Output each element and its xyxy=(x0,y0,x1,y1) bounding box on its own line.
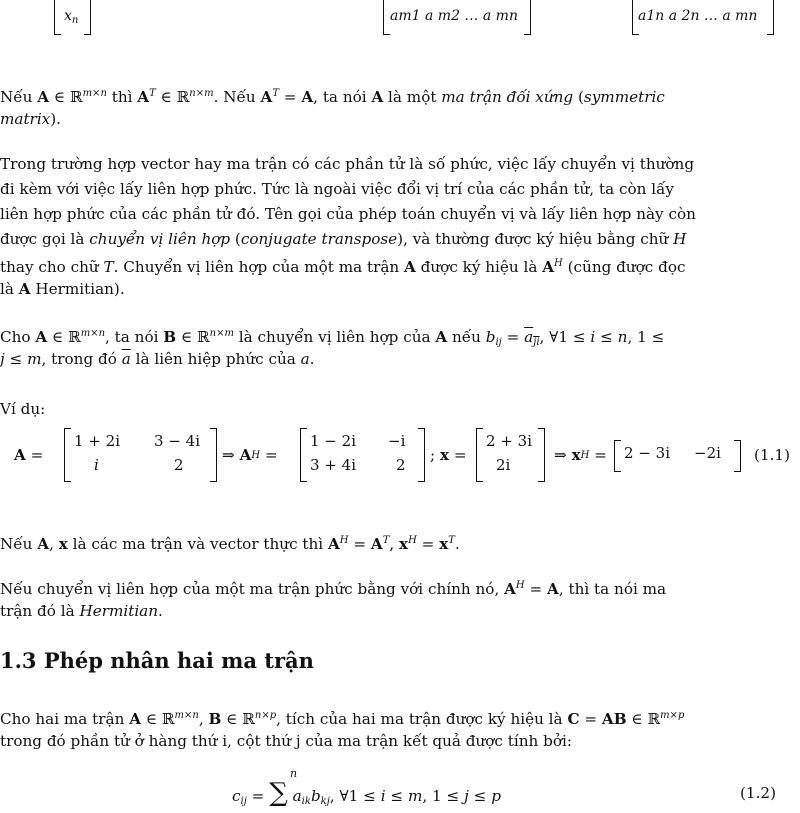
equation-number-1-2: (1.2) xyxy=(740,784,777,802)
vector-right-bracket xyxy=(84,0,91,35)
para6-line2: trong đó phần tử ở hàng thứ i, cột thứ j của ma trận kết quả được tính bởi: xyxy=(0,732,572,750)
para5-line2: trận đó là Hermitian. xyxy=(0,602,163,620)
para5-line1: Nếu chuyển vị liên hợp của một ma trận phức bằng với chính nó, $A^H = A$, thì ta nói ma xyxy=(0,580,667,598)
vector-xH-cell: −2i xyxy=(694,444,721,462)
matrix-A-cell: 1 + 2i xyxy=(74,432,120,450)
section-heading xyxy=(0,648,314,673)
matrix-A-cell: 3 − 4i xyxy=(154,432,200,450)
para6-line1: Cho hai ma trận A ∈ ℝ$^{m\times n}$, B ∈ ℝ$^{n\times p}$, tích của hai ma trận được ký hiệu là C = AB ∈ ℝ$^{m\times p}$ xyxy=(0,710,685,728)
matrix-at-right-bracket xyxy=(767,0,774,35)
matrix-AH-cell: −i xyxy=(388,432,406,450)
para3-line2: j ≤ m, trong đó $\overline{a}$ là liên hiệp phức của a. xyxy=(0,350,315,368)
vector-left-bracket xyxy=(54,0,61,35)
matrix-A-cell: i xyxy=(94,456,99,474)
vector-xH-cell: 2 − 3i xyxy=(624,444,670,462)
para2-line5: thay cho chữ T. Chuyển vị liên hợp của một ma trận A được ký hiệu là $A^H$ (cũng được đọc xyxy=(0,258,686,276)
equation-1-1 xyxy=(14,420,794,490)
eq-implies-xH: ⇒ x H = xyxy=(554,446,607,464)
para2-line4: được gọi là chuyển vị liên hợp (conjugate transpose), và thường được ký hiệu bằng chữ H xyxy=(0,230,687,248)
vector-last-entry: $x_n$ xyxy=(64,8,79,26)
para2-line6: là A Hermitian). xyxy=(0,280,125,298)
matrix-a-right-bracket xyxy=(524,0,531,35)
matrix-AH-cell: 2 xyxy=(396,456,406,474)
matrix-a-last-row: am1 a m2 … a mn xyxy=(390,8,518,24)
vector-x-cell: 2i xyxy=(496,456,511,474)
sum-upper-limit: n xyxy=(290,767,298,780)
para1-line1: Nếu A ∈ ℝ$^{m\times n}$ thì $A^T$ ∈ ℝ$^{n\times m}$. Nếu $A^T = A$, ta nói A là một ma trận đối xứng (symmetric xyxy=(0,88,665,106)
matrix-AH-cell: 1 − 2i xyxy=(310,432,356,450)
matrix-at-last-row: a1n a 2n … a mn xyxy=(638,8,758,24)
section-number: 1.3 xyxy=(0,648,37,673)
para3-line1: Cho A ∈ ℝ$^{m\times n}$, ta nói B ∈ ℝ$^{n\times m}$ là chuyển vị liên hợp của A nếu $b_{ij} = a_{ji}$, ∀1 ≤ i ≤ n, 1 ≤ xyxy=(0,328,665,348)
para2-line3: liên hợp phức của các phần tử đó. Tên gọi của phép toán chuyển vị và lấy liên hợp này còn xyxy=(0,205,696,223)
vector-x-cell: 2 + 3i xyxy=(486,432,532,450)
matrix-A-cell: 2 xyxy=(174,456,184,474)
matrix-a-left-bracket xyxy=(383,0,390,35)
matrix-AH-cell: 3 + 4i xyxy=(310,456,356,474)
para2-line2: đi kèm với việc lấy liên hợp phức. Tức là ngoài việc đổi vị trí của các phần tử, ta còn lấy xyxy=(0,180,674,198)
para1-line2: matrix). xyxy=(0,110,62,128)
eq-implies-AH: ⇒ A H = xyxy=(222,446,278,464)
eq-lhs-A: A = xyxy=(14,446,44,464)
sum-expression: $c_{ij}$ = ∑ $a_{ik}b_{kj}$, ∀1 ≤ i ≤ m, 1 ≤ j ≤ p xyxy=(232,778,501,808)
equation-number: (1.1) xyxy=(754,446,791,464)
para4: Nếu A, x là các ma trận và vector thực thì $A^H = A^T$, $x^H = x^T$. xyxy=(0,535,460,553)
example-label: Ví dụ: xyxy=(0,400,46,418)
eq-x: ; x = xyxy=(430,446,467,464)
section-title-text: Phép nhân hai ma trận xyxy=(43,648,314,673)
para2-line1: Trong trường hợp vector hay ma trận có các phần tử là số phức, việc lấy chuyển vị thường xyxy=(0,155,695,173)
